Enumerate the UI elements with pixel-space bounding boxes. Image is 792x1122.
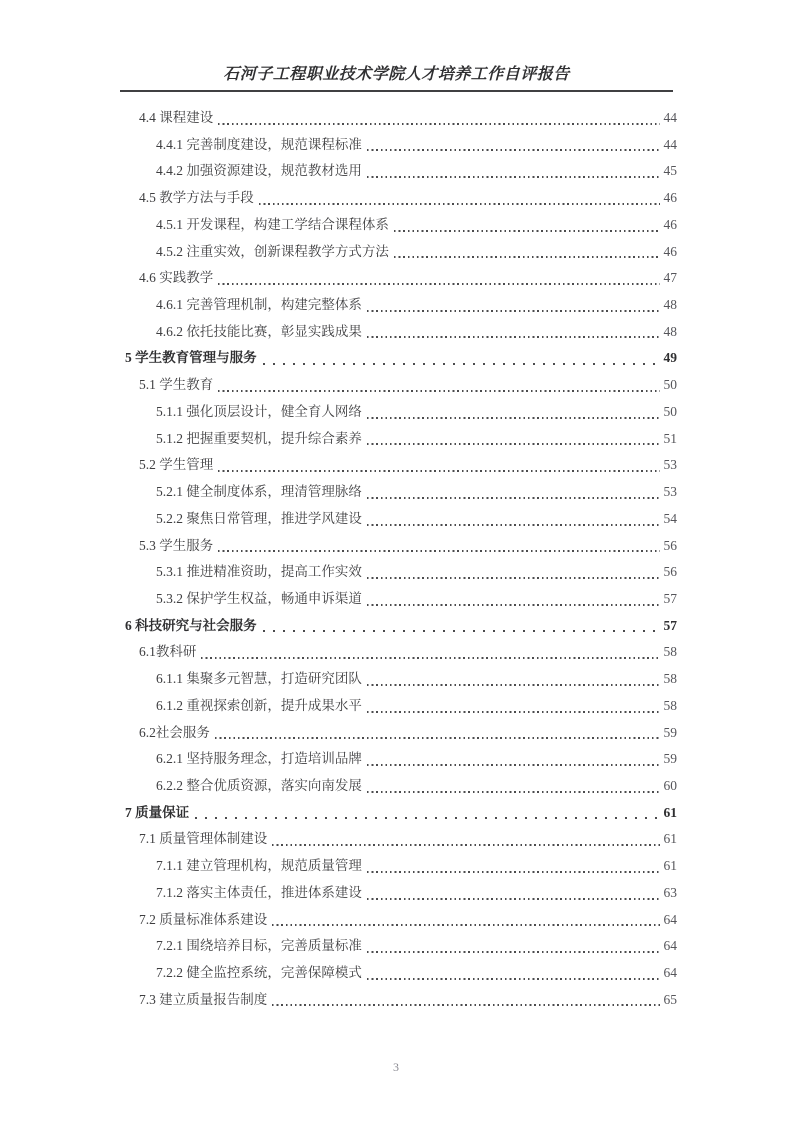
dot-leader bbox=[218, 390, 659, 392]
toc-entry-page: 51 bbox=[663, 430, 677, 446]
toc-entry-page: 64 bbox=[663, 938, 677, 954]
toc-entry-page: 63 bbox=[663, 884, 677, 900]
toc-entry-page: 46 bbox=[663, 216, 677, 232]
toc-entry bbox=[120, 372, 677, 399]
dot-leader bbox=[367, 310, 660, 312]
toc-entry-label: 7.3 建立质量报告制度 bbox=[139, 991, 268, 1007]
toc-entry-page: 48 bbox=[663, 297, 677, 313]
toc-entry bbox=[120, 720, 677, 747]
dot-leader bbox=[367, 871, 660, 873]
toc-entry bbox=[120, 586, 677, 613]
toc-entry-page: 60 bbox=[663, 777, 677, 793]
toc-entry bbox=[120, 960, 677, 987]
toc-entry-page: 49 bbox=[663, 350, 677, 366]
toc-entry-page: 57 bbox=[663, 590, 677, 606]
toc-entry bbox=[120, 639, 677, 666]
toc-entry bbox=[120, 533, 677, 560]
toc-entry bbox=[120, 987, 677, 1014]
dot-leader bbox=[367, 711, 660, 713]
toc-entry-label: 5.3.2 保护学生权益，畅通申诉渠道 bbox=[156, 590, 362, 606]
toc-entry-label: 7.1.2 落实主体责任，推进体系建设 bbox=[156, 884, 362, 900]
toc-entry-label: 7.2.2 健全监控系统，完善保障模式 bbox=[156, 965, 362, 980]
dot-leader bbox=[272, 844, 659, 846]
toc-entry bbox=[120, 853, 677, 880]
dot-leader bbox=[218, 283, 659, 285]
toc-entry-page: 61 bbox=[663, 804, 677, 820]
toc-entry-page: 46 bbox=[663, 190, 677, 206]
toc-entry bbox=[120, 399, 677, 426]
dot-leader bbox=[367, 149, 660, 151]
toc-entry bbox=[120, 933, 677, 960]
toc-entry bbox=[120, 559, 677, 586]
dot-leader bbox=[394, 230, 660, 232]
dot-leader bbox=[215, 737, 660, 739]
toc-entry-page: 47 bbox=[663, 270, 677, 286]
dot-leader bbox=[201, 657, 659, 659]
toc-entry-label: 7.2 质量标准体系建设 bbox=[139, 911, 268, 927]
dot-leader bbox=[367, 604, 660, 606]
toc-entry-label: 5.2.2 聚焦日常管理，推进学风建设 bbox=[156, 510, 362, 526]
toc-entry bbox=[120, 479, 677, 506]
toc-entry bbox=[120, 105, 677, 132]
dot-leader bbox=[367, 176, 660, 178]
toc-entry bbox=[120, 773, 677, 800]
toc-entry bbox=[120, 158, 677, 185]
toc-entry-label: 4.5.1 开发课程，构建工学结合课程体系 bbox=[156, 216, 389, 232]
dot-leader bbox=[367, 898, 660, 900]
toc-entry-label: 5.1.2 把握重要契机，提升综合素养 bbox=[156, 430, 362, 446]
header-rule bbox=[120, 90, 673, 92]
toc-entry-label: 4.6.2 依托技能比赛，彰显实践成果 bbox=[156, 323, 362, 339]
page-header bbox=[120, 64, 673, 86]
dot-leader bbox=[259, 203, 660, 205]
toc-entry-label: 4.4.2 加强资源建设，规范教材选用 bbox=[156, 163, 362, 179]
dot-leader bbox=[367, 524, 660, 526]
dot-leader bbox=[367, 791, 660, 793]
dot-leader bbox=[263, 630, 658, 632]
dot-leader bbox=[218, 123, 659, 125]
page-footer bbox=[0, 1060, 792, 1075]
toc-entry-page: 45 bbox=[663, 163, 677, 179]
toc-entry bbox=[120, 185, 677, 212]
toc-entry-label: 4.6 实践教学 bbox=[139, 270, 214, 286]
toc-entry-label: 5 学生教育管理与服务 bbox=[125, 350, 257, 366]
dot-leader bbox=[195, 817, 657, 819]
toc-entry-page: 59 bbox=[663, 751, 677, 767]
toc-entry-label: 4.4.1 完善制度建设，规范课程标准 bbox=[156, 136, 362, 152]
toc-entry bbox=[120, 666, 677, 693]
dot-leader bbox=[394, 256, 660, 258]
toc-entry bbox=[120, 826, 677, 853]
toc-entry-label: 5.1 学生教育 bbox=[139, 377, 214, 393]
toc-entry-page: 50 bbox=[663, 377, 677, 393]
toc-entry bbox=[120, 800, 677, 827]
footer-page-number: 3 bbox=[393, 1060, 399, 1074]
dot-leader bbox=[367, 978, 660, 980]
dot-leader bbox=[367, 951, 660, 953]
dot-leader bbox=[367, 684, 660, 686]
toc-entry-label: 5.2.1 健全制度体系，理清管理脉络 bbox=[156, 484, 362, 500]
toc-entry bbox=[120, 132, 677, 159]
toc-entry-page: 46 bbox=[663, 243, 677, 259]
toc-entry bbox=[120, 907, 677, 934]
dot-leader bbox=[367, 764, 660, 766]
toc-entry-label: 6.1.1 集聚多元智慧，打造研究团队 bbox=[156, 671, 362, 687]
toc-entry-label: 6.1.2 重视探索创新，提升成果水平 bbox=[156, 697, 362, 713]
toc-entry bbox=[120, 265, 677, 292]
dot-leader bbox=[218, 470, 659, 472]
toc-entry-label: 7.2.1 围绕培养目标，完善质量标准 bbox=[156, 938, 362, 954]
toc-entry-page: 56 bbox=[663, 537, 677, 553]
toc-entry-page: 64 bbox=[663, 965, 677, 980]
toc-entry bbox=[120, 319, 677, 346]
toc-entry-label: 4.5.2 注重实效，创新课程教学方式方法 bbox=[156, 243, 389, 259]
toc-entry-label: 7 质量保证 bbox=[125, 804, 190, 820]
toc-entry-label: 4.5 教学方法与手段 bbox=[139, 190, 254, 206]
toc-entry-label: 5.2 学生管理 bbox=[139, 457, 214, 473]
toc-entry-label: 6.2.2 整合优质资源，落实向南发展 bbox=[156, 777, 362, 793]
toc-entry-label: 7.1 质量管理体制建设 bbox=[139, 831, 268, 847]
toc bbox=[120, 105, 677, 1013]
dot-leader bbox=[263, 363, 658, 365]
toc-entry bbox=[120, 212, 677, 239]
toc-entry-label: 6.2.1 坚持服务理念，打造培训品牌 bbox=[156, 751, 362, 767]
dot-leader bbox=[218, 550, 659, 552]
toc-entry-page: 58 bbox=[663, 644, 677, 660]
toc-entry-page: 57 bbox=[663, 617, 677, 633]
toc-entry-page: 54 bbox=[663, 510, 677, 526]
toc-entry bbox=[120, 746, 677, 773]
toc-entry-page: 50 bbox=[663, 403, 677, 419]
toc-entry-label: 6.1教科研 bbox=[139, 644, 197, 660]
toc-entry bbox=[120, 292, 677, 319]
toc-entry-label: 5.1.1 强化顶层设计，健全育人网络 bbox=[156, 403, 362, 419]
toc-entry-label: 6 科技研究与社会服务 bbox=[125, 617, 257, 633]
toc-entry bbox=[120, 452, 677, 479]
toc-entry bbox=[120, 693, 677, 720]
toc-entry-page: 61 bbox=[663, 858, 677, 874]
toc-entry-page: 61 bbox=[663, 831, 677, 847]
dot-leader bbox=[272, 1004, 659, 1006]
toc-entry-label: 4.4 课程建设 bbox=[139, 110, 214, 125]
dot-leader bbox=[367, 577, 660, 579]
toc-entry-label: 4.6.1 完善管理机制，构建完整体系 bbox=[156, 297, 362, 313]
toc-entry bbox=[120, 239, 677, 266]
toc-entry-label: 5.3 学生服务 bbox=[139, 537, 214, 553]
dot-leader bbox=[367, 443, 660, 445]
dot-leader bbox=[367, 497, 660, 499]
toc-entry-page: 64 bbox=[663, 911, 677, 927]
toc-entry-page: 48 bbox=[663, 323, 677, 339]
toc-entry bbox=[120, 506, 677, 533]
toc-entry-page: 65 bbox=[663, 991, 677, 1007]
toc-entry bbox=[120, 613, 677, 640]
toc-entry bbox=[120, 345, 677, 372]
toc-entry-page: 53 bbox=[663, 457, 677, 473]
dot-leader bbox=[367, 336, 660, 338]
toc-entry-page: 44 bbox=[663, 136, 677, 152]
toc-entry-page: 59 bbox=[663, 724, 677, 740]
toc-entry-page: 56 bbox=[663, 564, 677, 580]
page-header-title: 石河子工程职业技术学院人才培养工作自评报告 bbox=[223, 66, 570, 83]
dot-leader bbox=[367, 417, 660, 419]
toc-entry-label: 5.3.1 推进精准资助，提高工作实效 bbox=[156, 564, 362, 580]
toc-entry-page: 44 bbox=[663, 110, 677, 125]
toc-entry-label: 7.1.1 建立管理机构，规范质量管理 bbox=[156, 858, 362, 874]
toc-entry bbox=[120, 426, 677, 453]
toc-entry bbox=[120, 880, 677, 907]
toc-entry-label: 6.2社会服务 bbox=[139, 724, 210, 740]
toc-entry-page: 58 bbox=[663, 671, 677, 687]
toc-entry-page: 58 bbox=[663, 697, 677, 713]
toc-entry-page: 53 bbox=[663, 484, 677, 500]
dot-leader bbox=[272, 924, 659, 926]
